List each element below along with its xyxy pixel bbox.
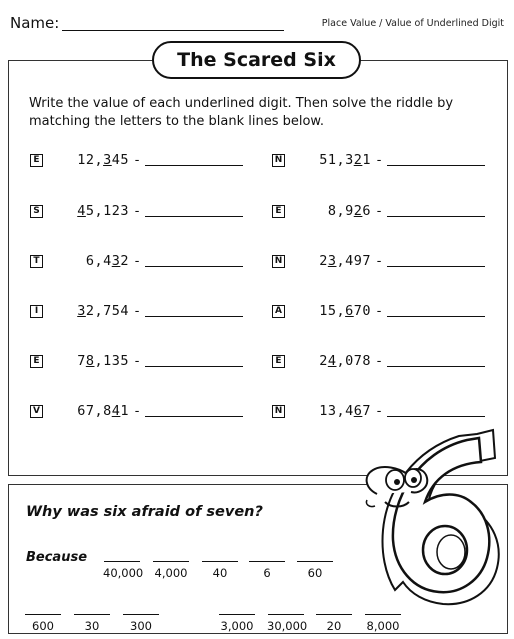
number: 2 3 ,497 <box>319 253 371 269</box>
answer-blank[interactable] <box>387 305 485 317</box>
answer-blank[interactable] <box>387 205 485 217</box>
riddle-slot[interactable]: 30,000 <box>267 614 305 633</box>
riddle-slot[interactable]: 30 <box>73 614 111 633</box>
number: 15, 6 70 <box>319 303 371 319</box>
worksheet-title: The Scared Six <box>152 41 361 79</box>
answer-blank[interactable] <box>145 154 243 166</box>
name-input-line[interactable] <box>62 30 284 31</box>
riddle-slot[interactable]: 20 <box>315 614 353 633</box>
riddle-slot[interactable]: 600 <box>24 614 62 633</box>
item-7: I 3 2,754 - <box>30 302 243 320</box>
number: 4 5,123 <box>77 203 129 219</box>
letter-box: E <box>272 355 285 368</box>
riddle-slot[interactable]: 4,000 <box>152 561 190 580</box>
answer-blank[interactable] <box>387 405 485 417</box>
answer-blank[interactable] <box>145 405 243 417</box>
riddle-slot[interactable]: 300 <box>122 614 160 633</box>
item-2: N 51,3 2 1 - <box>272 151 485 169</box>
answer-blank[interactable] <box>387 355 485 367</box>
item-11: V 67,8 4 1 - <box>30 402 243 420</box>
letter-box: N <box>272 405 285 418</box>
answer-blank[interactable] <box>145 355 243 367</box>
letter-box: V <box>30 405 43 418</box>
number: 12, 3 45 <box>77 152 129 168</box>
name-label: Name: <box>10 14 60 32</box>
answer-blank[interactable] <box>145 205 243 217</box>
riddle-slot[interactable]: 3,000 <box>218 614 256 633</box>
letter-box: N <box>272 154 285 167</box>
number: 67,8 4 1 <box>77 403 129 419</box>
item-4: E 8,9 2 6 - <box>272 202 485 220</box>
letter-box: A <box>272 305 285 318</box>
number: 7 8 ,135 <box>77 353 129 369</box>
number: 51,3 2 1 <box>319 152 371 168</box>
letter-box: N <box>272 255 285 268</box>
item-10: E 2 4 ,078 - <box>272 352 485 370</box>
item-9: E 7 8 ,135 - <box>30 352 243 370</box>
riddle-question: Why was six afraid of seven? <box>26 504 263 520</box>
item-6: N 2 3 ,497 - <box>272 252 485 270</box>
item-3: S 4 5,123 - <box>30 202 243 220</box>
instructions: Write the value of each underlined digit. Then solve the riddle by matching the letters to the blank lines below. <box>29 96 454 129</box>
answer-blank[interactable] <box>145 305 243 317</box>
number: 8,9 2 6 <box>327 203 371 219</box>
letter-box: E <box>30 355 43 368</box>
number: 2 4 ,078 <box>319 353 371 369</box>
riddle-slot[interactable]: 40,000 <box>103 561 141 580</box>
riddle-slot[interactable]: 60 <box>296 561 334 580</box>
number: 13,4 6 7 <box>319 403 371 419</box>
letter-box: E <box>272 205 285 218</box>
number: 6,4 3 2 <box>85 253 129 269</box>
item-12: N 13,4 6 7 - <box>272 402 485 420</box>
item-8: A 15, 6 70 - <box>272 302 485 320</box>
because-label: Because <box>26 550 88 565</box>
number: 3 2,754 <box>77 303 129 319</box>
item-5: T 6,4 3 2 - <box>30 252 243 270</box>
item-1: E 12, 3 45 - <box>30 151 243 169</box>
letter-box: S <box>30 205 43 218</box>
answer-blank[interactable] <box>145 255 243 267</box>
answer-blank[interactable] <box>387 154 485 166</box>
scared-six-icon <box>355 422 507 610</box>
riddle-slot[interactable]: 40 <box>201 561 239 580</box>
riddle-slot[interactable]: 8,000 <box>364 614 402 633</box>
letter-box: I <box>30 305 43 318</box>
riddle-slot[interactable]: 6 <box>248 561 286 580</box>
worksheet-subtitle: Place Value / Value of Underlined Digit <box>321 18 504 29</box>
letter-box: T <box>30 255 43 268</box>
letter-box: E <box>30 154 43 167</box>
answer-blank[interactable] <box>387 255 485 267</box>
